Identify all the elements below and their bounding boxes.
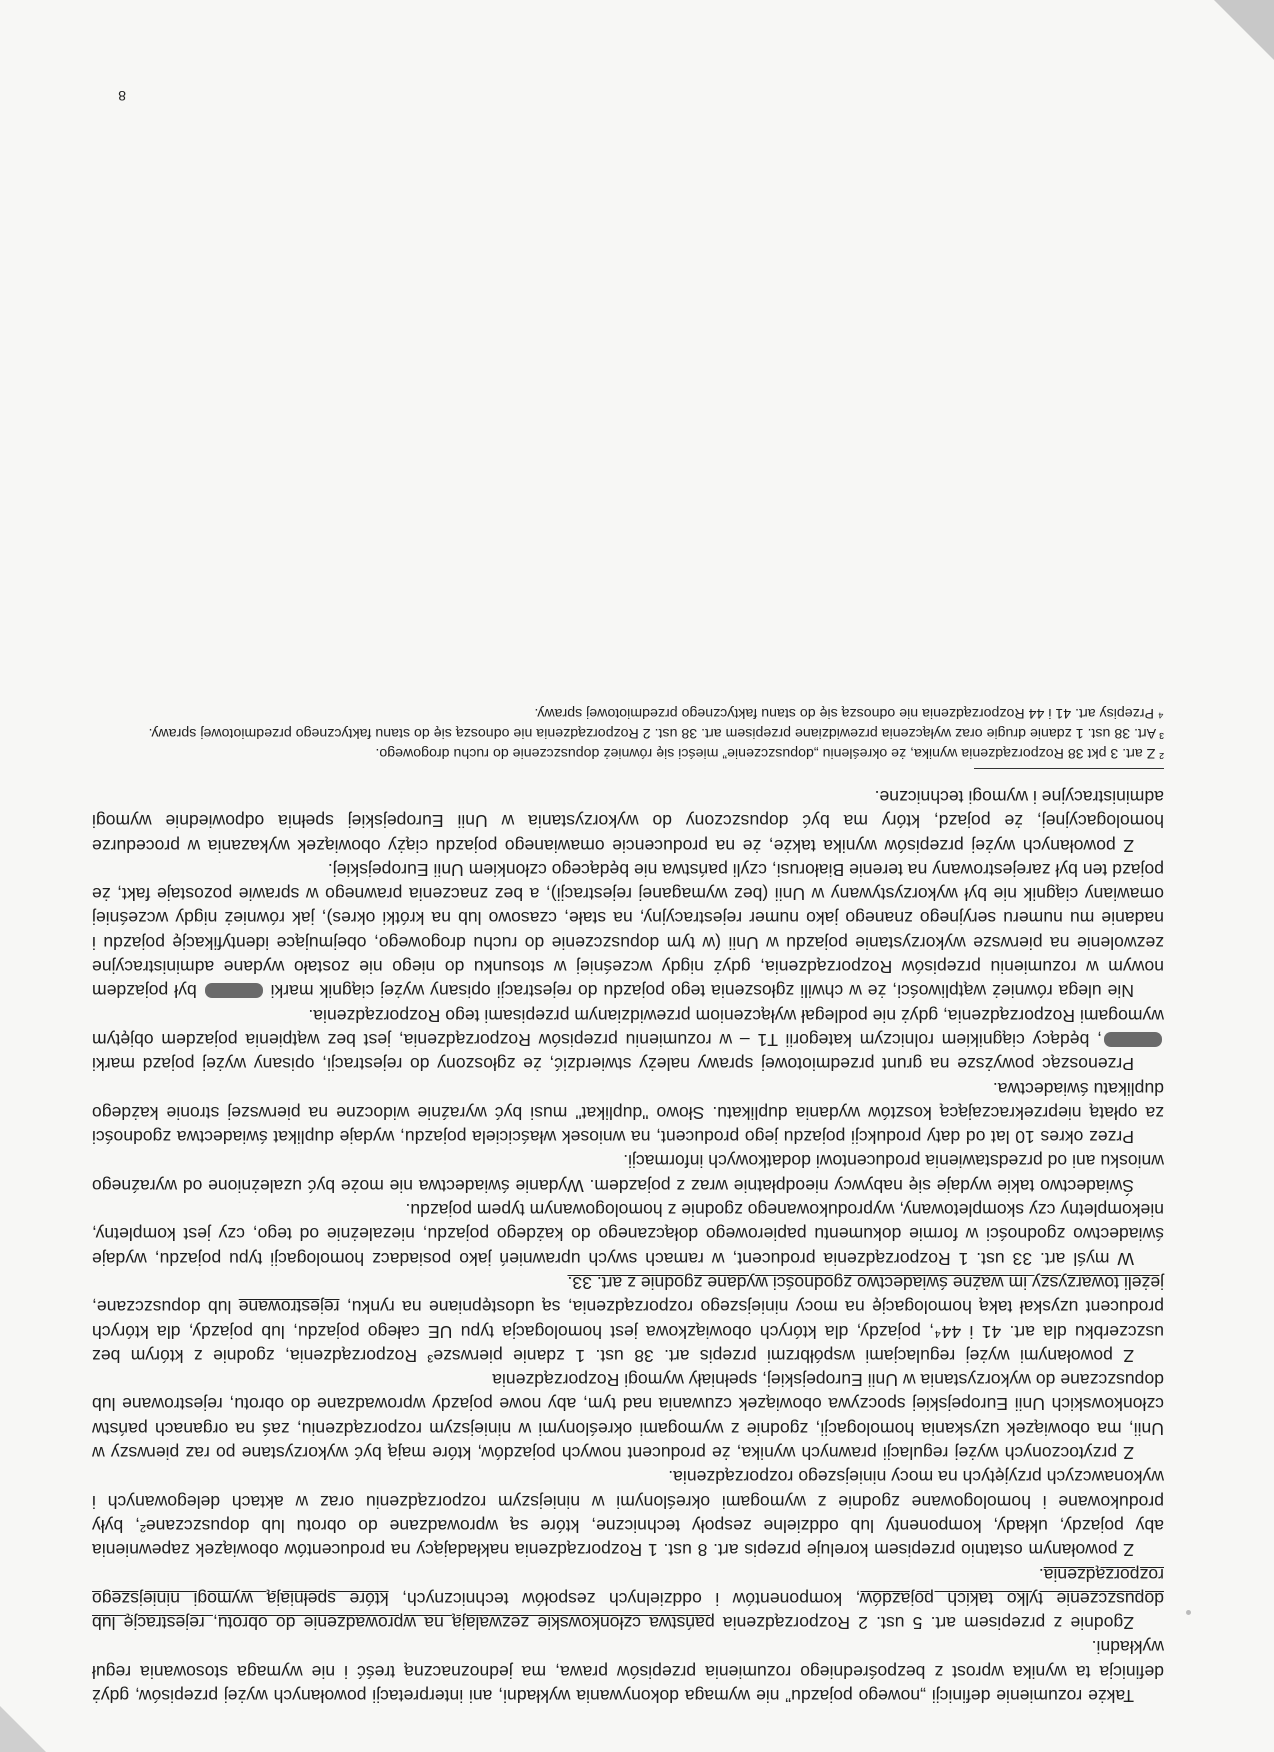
underlined-text: jeżeli towarzyszy im ważne świadectwo zgodności wydane zgodnie z art. 33. [567,1272,1164,1293]
paragraph-text: , będący ciągnikiem rolniczym kategorii T1 – w rozumieniu przepisów Rozporządzenia, jest bez wątpienia pojazdem objętym wymogami Rozporządzenia, gdyż nie podlegał wyłączeniom przewidzianym przepisami tego Rozporządzenia. [92,1005,1164,1050]
body-paragraph [92,858,1164,1004]
paragraph-text: był pojazdem nowym w rozumieniu przepisów Rozporządzenia, gdyż nigdy wcześniej w stosunku do niego nie zostało wydane administracyjne zezwolenie na pierwsze wykorzystanie pojazdu w Unii (w tym dopuszczenie do ruchu drogowego, obejmujące identyfikację pojazdu i nadanie mu numeru seryjnego znanego jako numer rejestracyjny, na stałe, czasowo lub na krótki okres), jak również nigdy wcześniej omawiany ciągnik nie był wykorzystywany w Unii (bez wymaganej rejestracji), a bez znaczenia prawnego w sprawie pozostaje fakt, że pojazd ten był zarejestrowany na terenie Białorusi, czyli państwa nie będącego członkiem Unii Europejskiej. [92,859,1164,1002]
body-paragraph [92,1149,1164,1198]
paragraph-text: Przenosząc powyższe na grunt przedmiotowej sprawy należy stwierdzić, że zgłoszony do rejestracji, opisany wyżej pojazd marki [92,1054,1134,1075]
footnote-separator [974,768,1164,769]
paragraph-text: Także rozumienie definicji „nowego pojazdu” nie wymaga dokonywania wykładni, ani interpretacji powołanych wyżej przepisów, gdyż definicja ta wynika wprost z bezpośredniego rozumienia przepisów prawa, ma jednoznaczną treść i nie wymaga stosowania reguł wykładni. [92,1637,1164,1706]
paragraph-text: Z powołanych wyżej przepisów wynika także, że na producencie omawianego pojazdu ciąży obowiązek wykazania w procedurze homologacyjnej, że pojazd, który ma być dopuszczony do wykorzystania w Unii Europejskiej spełnia odpowiednie wymogi administracyjne i wymogi techniczne. [92,787,1164,856]
body-paragraph [92,1368,1164,1465]
paragraph-list [92,785,1164,1708]
paragraph-text: Z powołanymi wyżej regulacjami współbrzmi przepis art. 38 ust. 1 zdanie pierwsze³ Rozporządzenia, zgodnie z którym bez uszczerbku dla art. 41 i 44⁴, pojazdy, dla których obowiązkowa jest homologacja typu UE całego pojazdu, lub pojazdy, dla których producent uzyskał taką homologację na mocy niniejszego rozporządzenia, są udostępniane na rynku, [92,1297,1164,1366]
footnote: ³ Art. 38 ust. 1 zdanie drugie oraz wyłączenia przewidziane przepisem art. 38 ust. 2 Rozporządzenia nie odnoszą się do stanu faktycznego przedmiotowej sprawy. [148,724,1164,741]
body-paragraph [92,1198,1164,1271]
page-number: 8 [118,88,126,104]
paragraph-text: , komponentów i oddzielnych zespołów technicznych, [388,1588,861,1609]
redaction-mark [205,983,263,998]
paragraph-text: Przez okres 10 lat od daty produkcji pojazdu jego producent, na wniosek właściciela pojazdu, wydaje duplikat świadectwa zgodności za opłatą nieprzekraczającą kosztów wydania duplikatu. Słowo "duplikat" musi być wyraźnie widoczne na pierwszej stronie każdego duplikatu świadectwa. [92,1078,1164,1148]
paragraph-text: Zgodnie z przepisem art. 5 ust. 2 Rozporządzenia [714,1613,1134,1634]
footnote: ² Z art. 3 pkt 38 Rozporządzenia wynika, że określeniu „dopuszczenie” mieści się również dopuszczenie do ruchu drogowego. [375,744,1164,761]
paragraph-text: Z przytoczonych wyżej regulacji prawnych wynika, że producent nowych pojazdów, które mają być wykorzystane po raz pierwszy w Unii, ma obowiązek uzyskania homologacji, zgodnie z wymogami określonymi w niniejszym rozporządzeniu, zaś na organach państw członkowskich Unii Europejskiej spoczywa obowiązek czuwania nad tym, aby nowe pojazdy wprowadzane do obrotu, rejestrowane lub dopuszczane do wykorzystania w Unii Europejskiej, spełniały wymogi Rozporządzenia [92,1370,1164,1464]
underlined-text: państwa członkowskie zezwalają na wprowadzenie do obrotu, rejestrację lub dopuszczenie tylko takich pojazdów [92,1588,1164,1634]
paragraph-text: Świadectwo takie wydaje się nabywcy nieodpłatnie wraz z pojazdem. Wydanie świadectwa nie może być uzależnione od wyraźnego wniosku ani od przedstawienia producentowi dodatkowych informacji. [92,1151,1164,1196]
body-paragraph [92,1635,1164,1708]
underlined-text: rejestrowane [238,1297,340,1318]
document-body [92,702,1164,1708]
redaction-mark [1104,1032,1162,1047]
body-paragraph [92,1271,1164,1368]
paragraph-text: Nie ulega również wątpliwości, że w chwili zgłoszenia tego pojazdu do rejestracji opisany wyżej ciągnik marki [264,981,1134,1002]
paragraph-text: Z powołanym ostatnio przepisem koreluje przepis art. 8 ust. 1 Rozporządzenia nakładający na producentów obowiązek zapewnienia aby pojazdy, układy, komponenty lub oddzielne zespoły techniczne, które są wprowadzane do obrotu lub dopuszczane², były produkowane i homologowane zgodnie z wymogami określonymi w niniejszym rozporządzeniu oraz w aktach delegowanych i wykonawczych przyjętych na mocy niniejszego rozporządzenia. [92,1467,1164,1561]
body-paragraph [92,1003,1164,1076]
body-paragraph [92,785,1164,858]
body-paragraph [92,1562,1164,1635]
footnote: ⁴ Przepisy art. 41 i 44 Rozporządzenia nie odnoszą się do stanu faktycznego przedmiotowej sprawy. [534,704,1164,721]
paragraph-text: W myśl art. 33 ust. 1 Rozporządzenia producent, w ramach swych uprawnień jako posiadacz homologacji typu pojazdu, wydaje świadectwo zgodności w formie dokumentu papierowego dołączanego do każdego pojazdu, niezależnie od tego, czy jest kompletny, niekompletny czy skompletowany, wyprodukowanego zgodnie z homologowanym typem pojazdu. [92,1200,1164,1269]
underlined-text: które spełniają wymogi niniejszego rozporządzenia [92,1564,1164,1609]
paragraph-text: . [1038,1564,1044,1585]
footnote-list [92,703,1164,762]
paragraph-text: lub dopuszczane, [92,1297,239,1318]
body-paragraph [92,1076,1164,1149]
body-paragraph [92,1465,1164,1562]
